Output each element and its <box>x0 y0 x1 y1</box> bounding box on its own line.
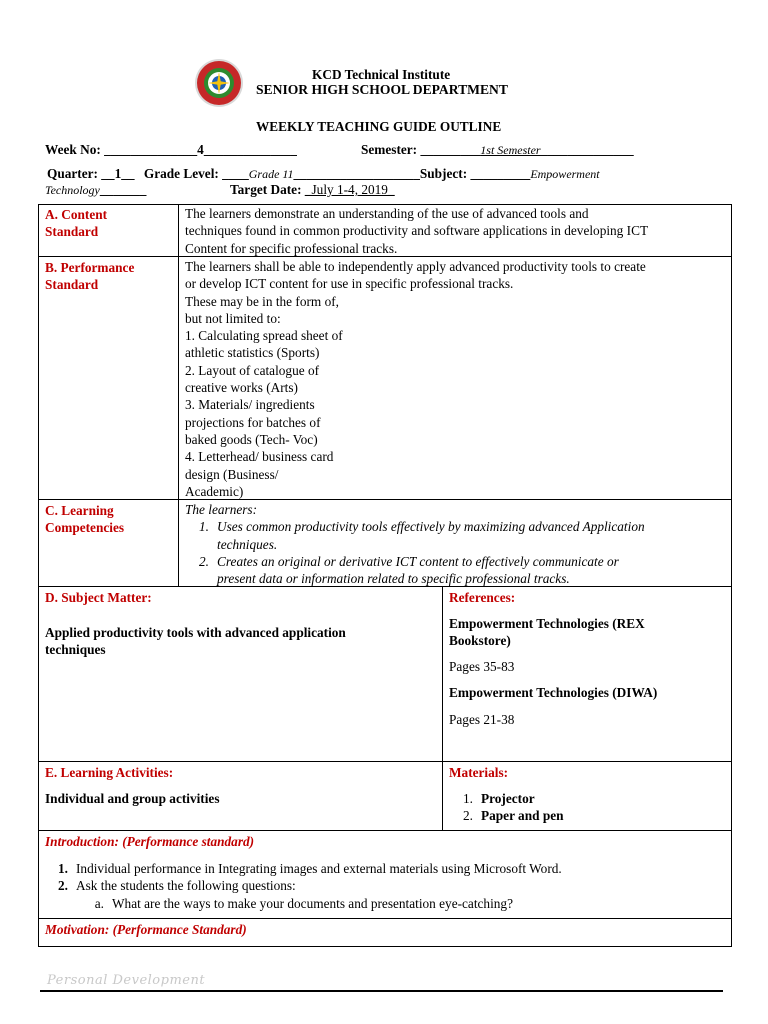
text-line: baked goods (Tech- Voc) <box>185 431 318 447</box>
performance-standard-text <box>185 258 646 500</box>
reference-2-pages: Pages 21-38 <box>449 712 515 727</box>
quarter-value: __1__ <box>101 166 135 181</box>
semester-label: Semester: <box>361 142 418 157</box>
learning-competencies-label-line: C. Learning <box>45 503 114 518</box>
content-standard-text <box>185 205 648 257</box>
learning-competencies-label <box>45 502 124 537</box>
list-text: What are the ways to make your documents and presentation eye-catching? <box>112 895 513 911</box>
text-line: Applied productivity tools with advanced application <box>45 625 346 640</box>
text-line: Empowerment Technologies (REX <box>449 616 645 631</box>
week-number-row <box>45 141 297 158</box>
content-standard-label-line: Standard <box>45 224 99 240</box>
text-line: 4. Letterhead/ business card <box>185 449 334 465</box>
target-row <box>45 181 146 199</box>
semester-underline: _________ <box>420 142 481 157</box>
list-item <box>44 860 562 877</box>
text-line: techniques found in common productivity and software applications in developing ICT <box>185 223 649 239</box>
competencies-intro: The learners: <box>185 502 258 517</box>
subject-underline: _________ <box>470 166 531 181</box>
target-date-label: Target Date: <box>230 182 302 197</box>
reference-1-pages: Pages 35-83 <box>449 659 515 674</box>
grade-underline: ____ <box>222 166 249 181</box>
list-number: 2. <box>58 878 68 894</box>
text-line: Academic) <box>185 483 244 499</box>
subject-underline-end: _______ <box>99 182 147 197</box>
performance-standard-label-line: B. Performance <box>45 260 135 275</box>
text-line: Bookstore) <box>449 633 511 649</box>
week-underline: ______________ <box>104 142 198 157</box>
list-text: Individual performance in Integrating images and external materials using Microsoft Word. <box>76 861 562 876</box>
semester-underline-end: ______________ <box>540 142 634 157</box>
list-item <box>44 877 562 894</box>
list-text: Projector <box>481 791 535 806</box>
learning-activities-label: E. Learning Activities: <box>45 765 174 780</box>
list-text <box>217 553 619 588</box>
text-line: The learners demonstrate an understanding of the use of advanced tools and <box>185 206 589 221</box>
grade-underline-end: ___________________ <box>293 166 420 181</box>
content-standard-label-line: A. Content <box>45 207 108 222</box>
list-number: 1. <box>58 861 68 876</box>
text-line: athletic statistics (Sports) <box>185 345 320 361</box>
grade-label: Grade Level: <box>143 166 219 181</box>
list-item <box>185 553 645 588</box>
list-subitem <box>44 895 562 912</box>
list-number: 2. <box>199 553 209 569</box>
text-line: These may be in the form of, <box>185 293 339 309</box>
list-number: 1. <box>463 791 473 806</box>
week-value: 4 <box>197 142 204 157</box>
text-line: but not limited to: <box>185 310 281 326</box>
motivation-label: Motivation: (Performance Standard) <box>45 922 247 937</box>
text-line: creative works (Arts) <box>185 380 298 396</box>
text-line: present data or information related to specific professional tracks. <box>217 571 570 587</box>
learning-activities-text: Individual and group activities <box>45 791 220 806</box>
list-item <box>449 807 564 824</box>
list-text: Paper and pen <box>481 808 564 824</box>
institute-name: KCD Technical Institute <box>312 67 451 82</box>
text-line: Content for specific professional tracks. <box>185 240 398 256</box>
text-line: projections for batches of <box>185 414 321 430</box>
grade-value: Grade 11 <box>248 167 294 181</box>
quarter-label: Quarter: <box>47 166 98 181</box>
introduction-list <box>44 860 562 912</box>
text-line: 3. Materials/ ingredients <box>185 397 315 413</box>
reference-1 <box>449 615 645 650</box>
list-item <box>185 518 645 553</box>
text-line: techniques <box>45 642 106 658</box>
subject-value-1: Empowerment <box>530 167 600 181</box>
performance-standard-label <box>45 259 134 294</box>
text-line: Creates an original or derivative ICT content to effectively communicate or <box>217 553 619 569</box>
text-line: 1. Calculating spread sheet of <box>185 328 343 344</box>
list-number: a. <box>94 895 104 911</box>
footer-rule <box>40 990 723 992</box>
week-underline-end: ______________ <box>203 142 297 157</box>
performance-standard-label-line: Standard <box>45 277 99 293</box>
subject-matter-text <box>45 624 346 659</box>
list-item <box>449 790 564 807</box>
text-line: or develop ICT content for use in specific professional tracks. <box>185 276 514 292</box>
list-number: 2. <box>463 808 473 824</box>
text-line: techniques. <box>217 536 278 552</box>
text-line: design (Business/ <box>185 466 279 482</box>
learning-competencies-text <box>185 501 645 587</box>
materials-list <box>449 790 564 825</box>
list-text: Ask the students the following questions: <box>76 878 296 894</box>
target-date-value: _July 1-4, 2019_ <box>304 182 395 197</box>
list-number: 1. <box>199 519 209 535</box>
footer-text: Personal Development <box>47 973 206 988</box>
materials-label: Materials: <box>449 765 509 780</box>
list-text <box>217 518 645 553</box>
department-name: SENIOR HIGH SCHOOL DEPARTMENT <box>256 82 508 97</box>
introduction-label: Introduction: (Performance standard) <box>45 834 255 849</box>
learning-competencies-label-line: Competencies <box>45 520 125 536</box>
institute-logo <box>194 58 244 108</box>
target-date-row <box>230 181 395 198</box>
document-title: WEEKLY TEACHING GUIDE OUTLINE <box>256 119 502 134</box>
text-line: 2. Layout of catalogue of <box>185 362 320 378</box>
content-standard-label <box>45 206 107 241</box>
text-line: The learners shall be able to independently apply advanced productivity tools to create <box>185 259 646 274</box>
semester-value: 1st Semester <box>480 143 541 157</box>
reference-2: Empowerment Technologies (DIWA) <box>449 685 658 700</box>
subject-label: Subject: <box>419 166 468 181</box>
references-label: References: <box>449 590 516 605</box>
subject-matter-label: D. Subject Matter: <box>45 590 152 605</box>
subject-value-2: Technology <box>45 183 100 197</box>
week-label: Week No: <box>45 142 101 157</box>
text-line: Uses common productivity tools effectively by maximizing advanced Application <box>217 519 645 535</box>
semester-row <box>361 141 634 159</box>
